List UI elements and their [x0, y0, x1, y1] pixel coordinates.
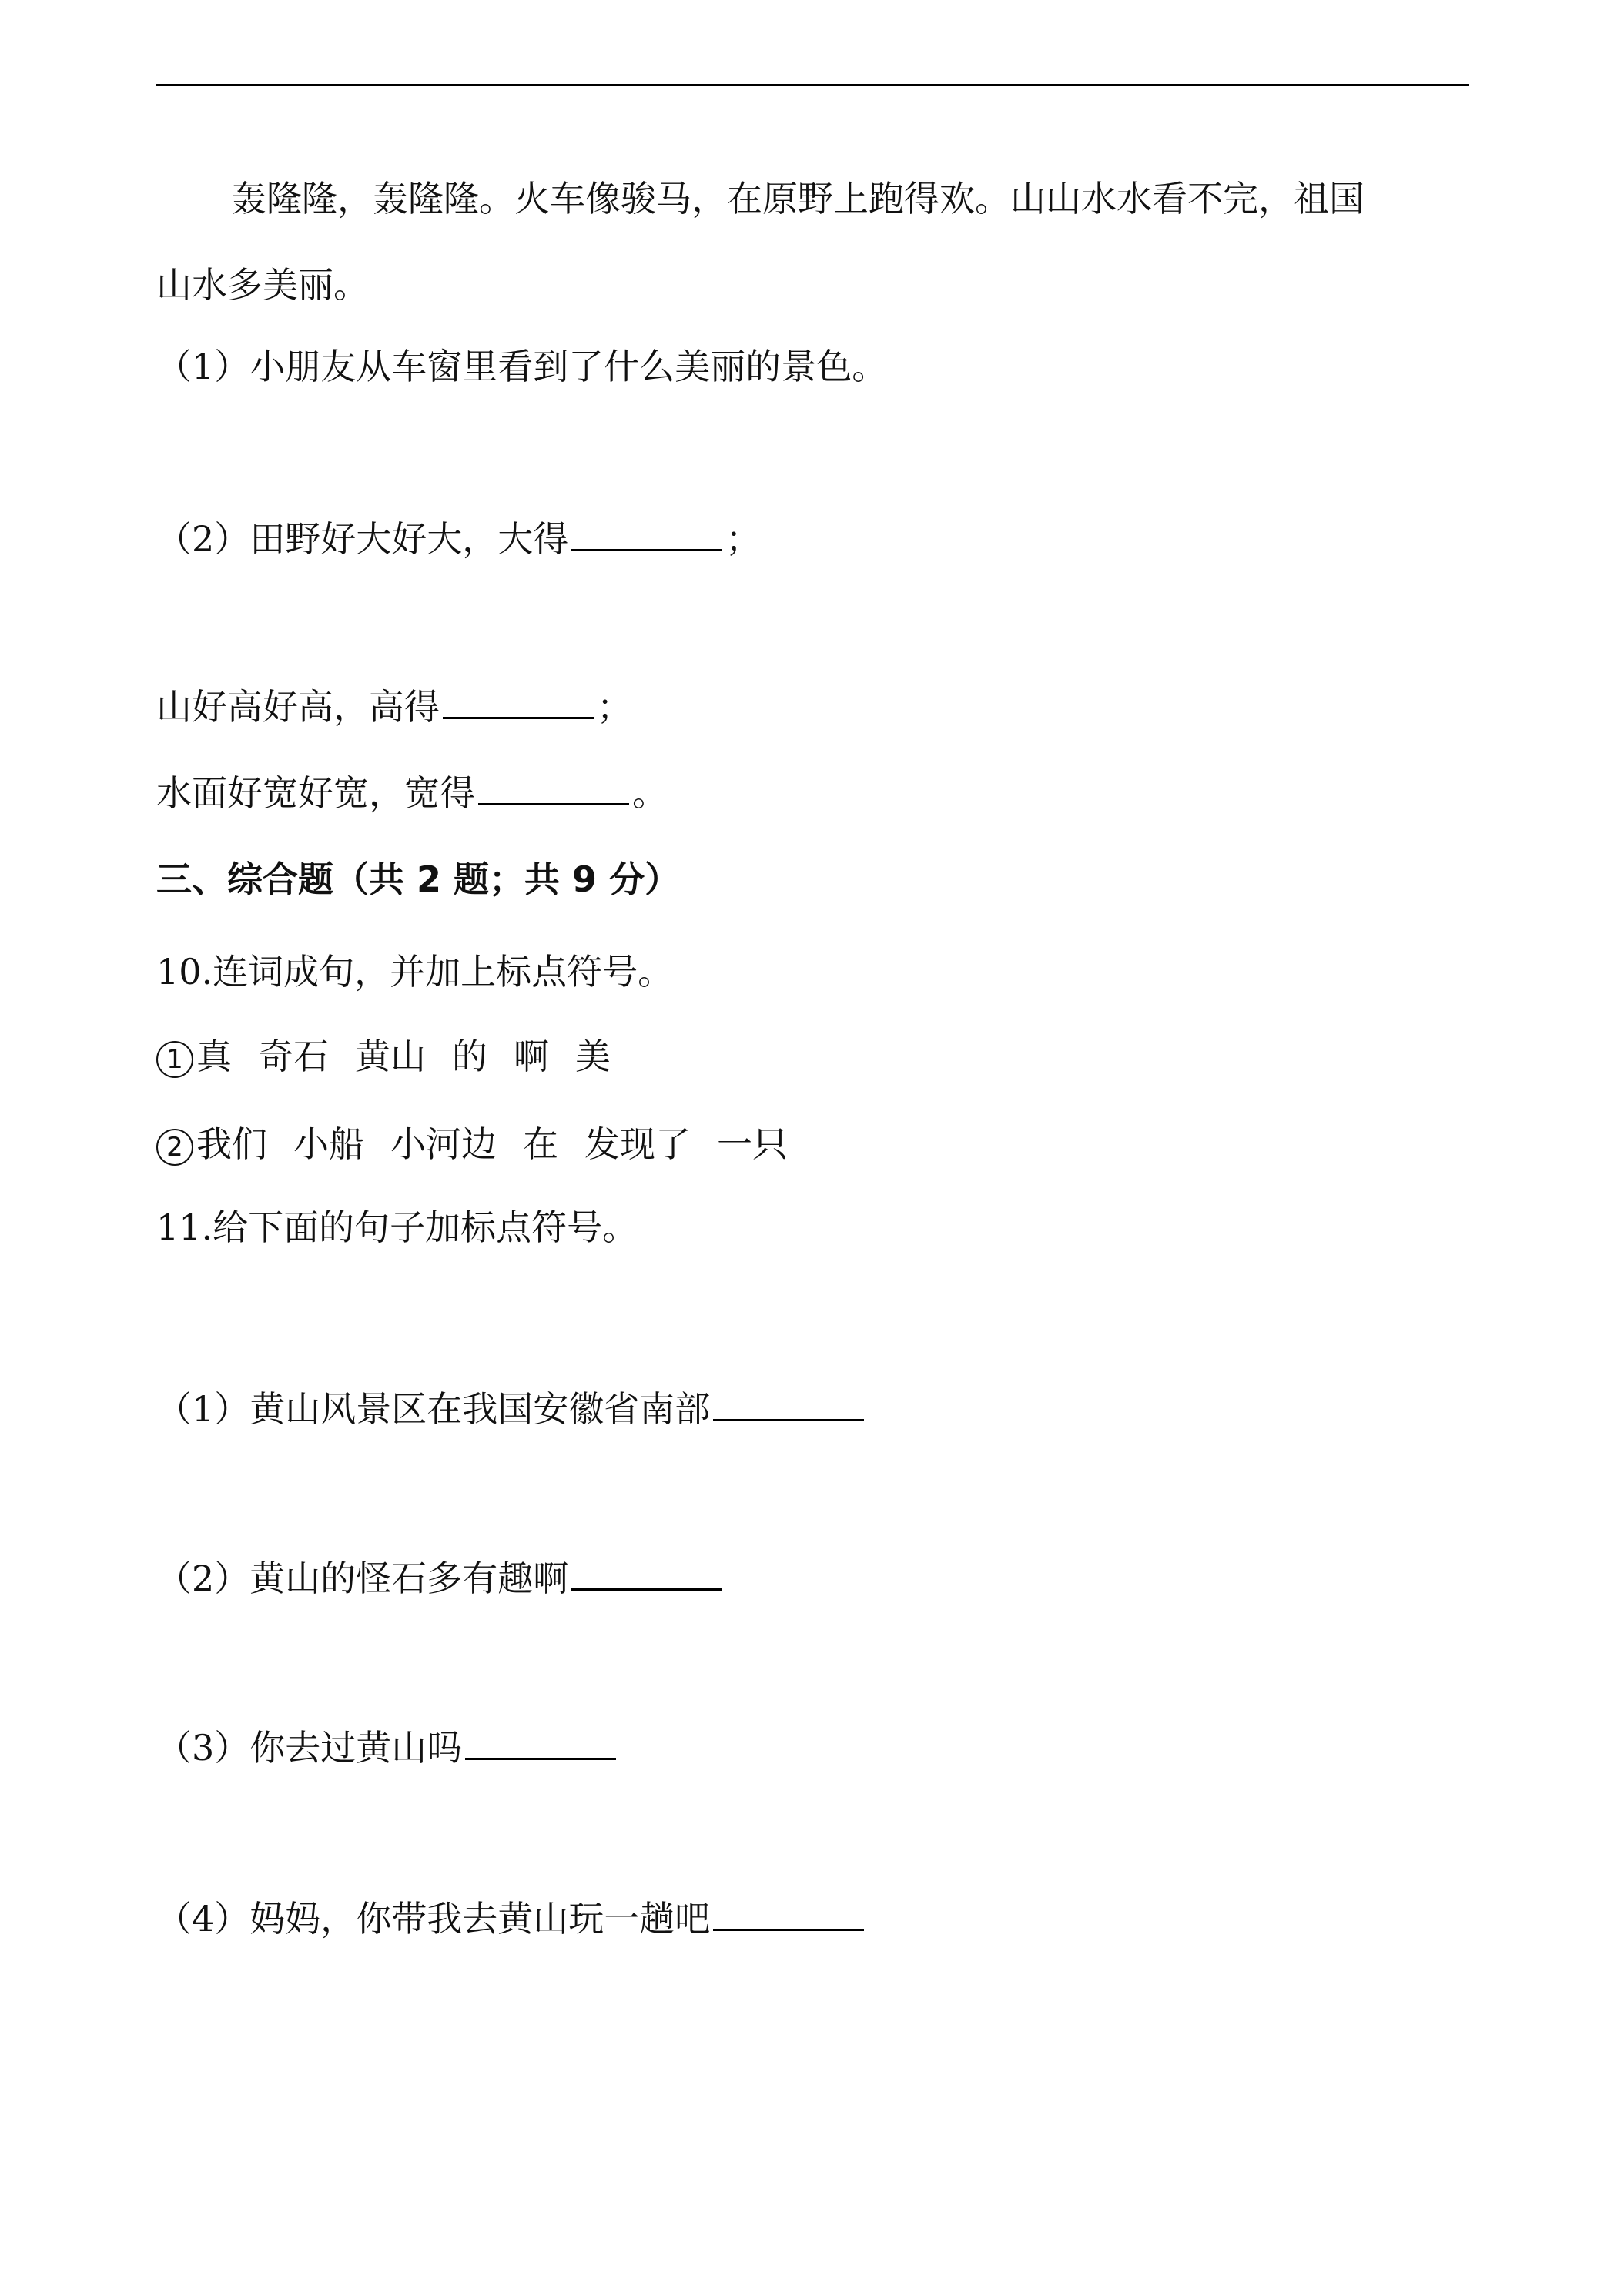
q10-item-1-word: 真 [196, 1036, 232, 1077]
q9-sub1: （1）小朋友从车窗里看到了什么美丽的景色。 [156, 346, 888, 387]
q11-sub4-blank[interactable] [713, 1898, 864, 1931]
q10-item-1-word: 奇石 [258, 1036, 329, 1077]
q10-item-1-word: 的 [452, 1036, 487, 1077]
q9-sub2c-blank[interactable] [478, 772, 629, 805]
q9-sub2b-blank[interactable] [443, 686, 594, 719]
q10-item-2 [156, 1121, 814, 1167]
q11-sub3 [156, 1725, 619, 1771]
q9-sub2 [156, 516, 761, 562]
q10-item-1-word: 黄山 [355, 1036, 426, 1077]
q10-item-2-marker: 2 [156, 1129, 193, 1166]
q11-stem: 11.给下面的句子加标点符号。 [156, 1207, 638, 1248]
q9-sub2c [156, 770, 668, 816]
q9-sub2b-prefix: 山好高好高，高得 [156, 686, 440, 728]
q10-item-2-word: 小河边 [390, 1123, 497, 1165]
header-rule [156, 84, 1469, 86]
q11-sub1-text: （1）黄山风景区在我国安徽省南部 [156, 1388, 711, 1430]
q10-item-2-word: 小船 [293, 1123, 364, 1165]
q9-sub2c-suffix: 。 [632, 772, 668, 814]
q10-item-2-word: 一只 [717, 1123, 788, 1165]
q9-sub2b-suffix: ； [597, 686, 632, 728]
q9-sub2-blank[interactable] [571, 518, 722, 551]
passage-line-1: 轰隆隆，轰隆隆。火车像骏马，在原野上跑得欢。山山水水看不完，祖国 [231, 178, 1364, 219]
q9-sub2c-prefix: 水面好宽好宽，宽得 [156, 772, 475, 814]
q11-sub2-text: （2）黄山的怪石多有趣啊 [156, 1558, 569, 1599]
q11-sub3-blank[interactable] [465, 1727, 616, 1760]
section-3-title: 三、综合题（共 2 题；共 9 分） [156, 858, 681, 900]
q10-item-2-word: 发现了 [584, 1123, 691, 1165]
q11-sub2-blank[interactable] [571, 1558, 722, 1591]
q9-sub2-prefix: （2）田野好大好大，大得 [156, 518, 569, 560]
q9-sub2-suffix: ； [725, 518, 762, 560]
q11-sub3-text: （3）你去过黄山吗 [156, 1727, 463, 1769]
q10-item-1-word: 美 [575, 1036, 611, 1077]
q11-sub4-text: （4）妈妈，你带我去黄山玩一趟吧 [156, 1898, 711, 1940]
q11-sub1-blank[interactable] [713, 1388, 864, 1421]
passage-line-2: 山水多美丽。 [156, 264, 369, 306]
q9-sub2b [156, 684, 632, 730]
q10-item-2-word: 在 [523, 1123, 558, 1165]
q10-item-1-marker: 1 [156, 1041, 193, 1078]
q11-sub4 [156, 1896, 867, 1942]
q10-item-2-word: 我们 [196, 1123, 267, 1165]
q10-stem: 10.连词成句，并加上标点符号。 [156, 951, 674, 992]
q10-item-1-word: 啊 [514, 1036, 549, 1077]
q11-sub1 [156, 1386, 867, 1432]
q10-item-1 [156, 1033, 637, 1079]
q11-sub2 [156, 1555, 725, 1602]
